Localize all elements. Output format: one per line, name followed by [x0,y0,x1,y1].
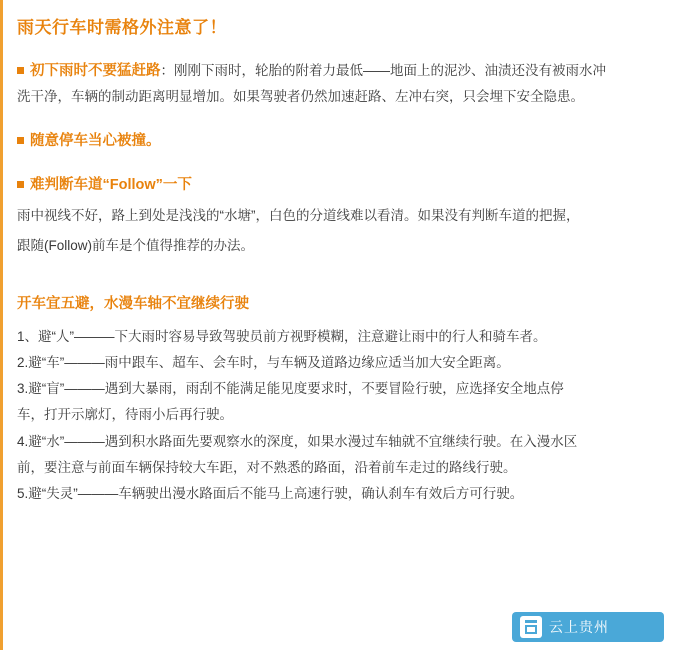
tips-list [17,324,658,508]
section-1 [17,58,658,111]
list-item: 5.避“失灵”———车辆驶出漫水路面后不能马上高速行驶，确认刹车有效后方可行驶。 [17,486,524,502]
section-3-heading-text: 难判断车道“Follow”一下 [30,176,192,193]
square-bullet-icon [17,137,24,144]
section-1-heading [17,63,161,79]
watermark-badge [512,612,664,642]
building-icon [520,616,542,638]
article-content [3,0,676,508]
section-3-paragraph-1: 雨中视线不好，路上到处是浅浅的“水塘”，白色的分道线难以看清。如果没有判断车道的把握， [17,207,580,223]
second-heading: 开车宜五避，水漫车轴不宜继续行驶 [17,296,249,313]
watermark-label: 云上贵州 [549,619,609,635]
section-2 [17,130,658,153]
list-item: 1、避“人”———下大雨时容易导致驾驶员前方视野模糊，注意避让雨中的行人和骑车者。 [17,328,547,344]
section-1-paragraph-1: 洗干净，车辆的制动距离明显增加。如果驾驶者仍然加速赶路、左冲右突，只会埋下安全隐患。 [17,89,584,105]
square-bullet-icon [17,181,24,188]
square-bullet-icon [17,67,24,74]
list-item: 前，要注意与前面车辆保持较大车距，对不熟悉的路面，沿着前车走过的路线行驶。 [17,460,517,476]
list-item: 4.避“水”———遇到积水路面先要观察水的深度，如果水漫过车轴就不宜继续行驶。在入漫水区 [17,433,578,449]
section-2-heading [17,130,658,153]
page-title: 雨天行车时需格外注意了！ [17,18,227,37]
section-1-inline-text: ：刚刚下雨时，轮胎的附着力最低——地面上的泥沙、油渍还没有被雨水冲 [160,62,606,78]
section-1-heading-line [17,58,658,84]
list-item: 车，打开示廓灯，待雨小后再行驶。 [17,407,233,423]
section-3-heading [17,174,658,197]
section-1-heading-text: 初下雨时不要猛赶路 [30,62,161,79]
list-item: 3.避“盲”———遇到大暴雨，雨刮不能满足能见度要求时，不要冒险行驶，应选择安全地点停 [17,381,564,397]
spacer [17,277,658,291]
section-2-heading-text: 随意停车当心被撞。 [30,133,161,150]
list-item: 2.避“车”———雨中跟车、超车、会车时，与车辆及道路边缘应适当加大安全距离。 [17,354,510,370]
section-3-paragraph-2: 跟随(Follow)前车是个值得推荐的办法。 [17,238,255,254]
section-3 [17,174,658,260]
